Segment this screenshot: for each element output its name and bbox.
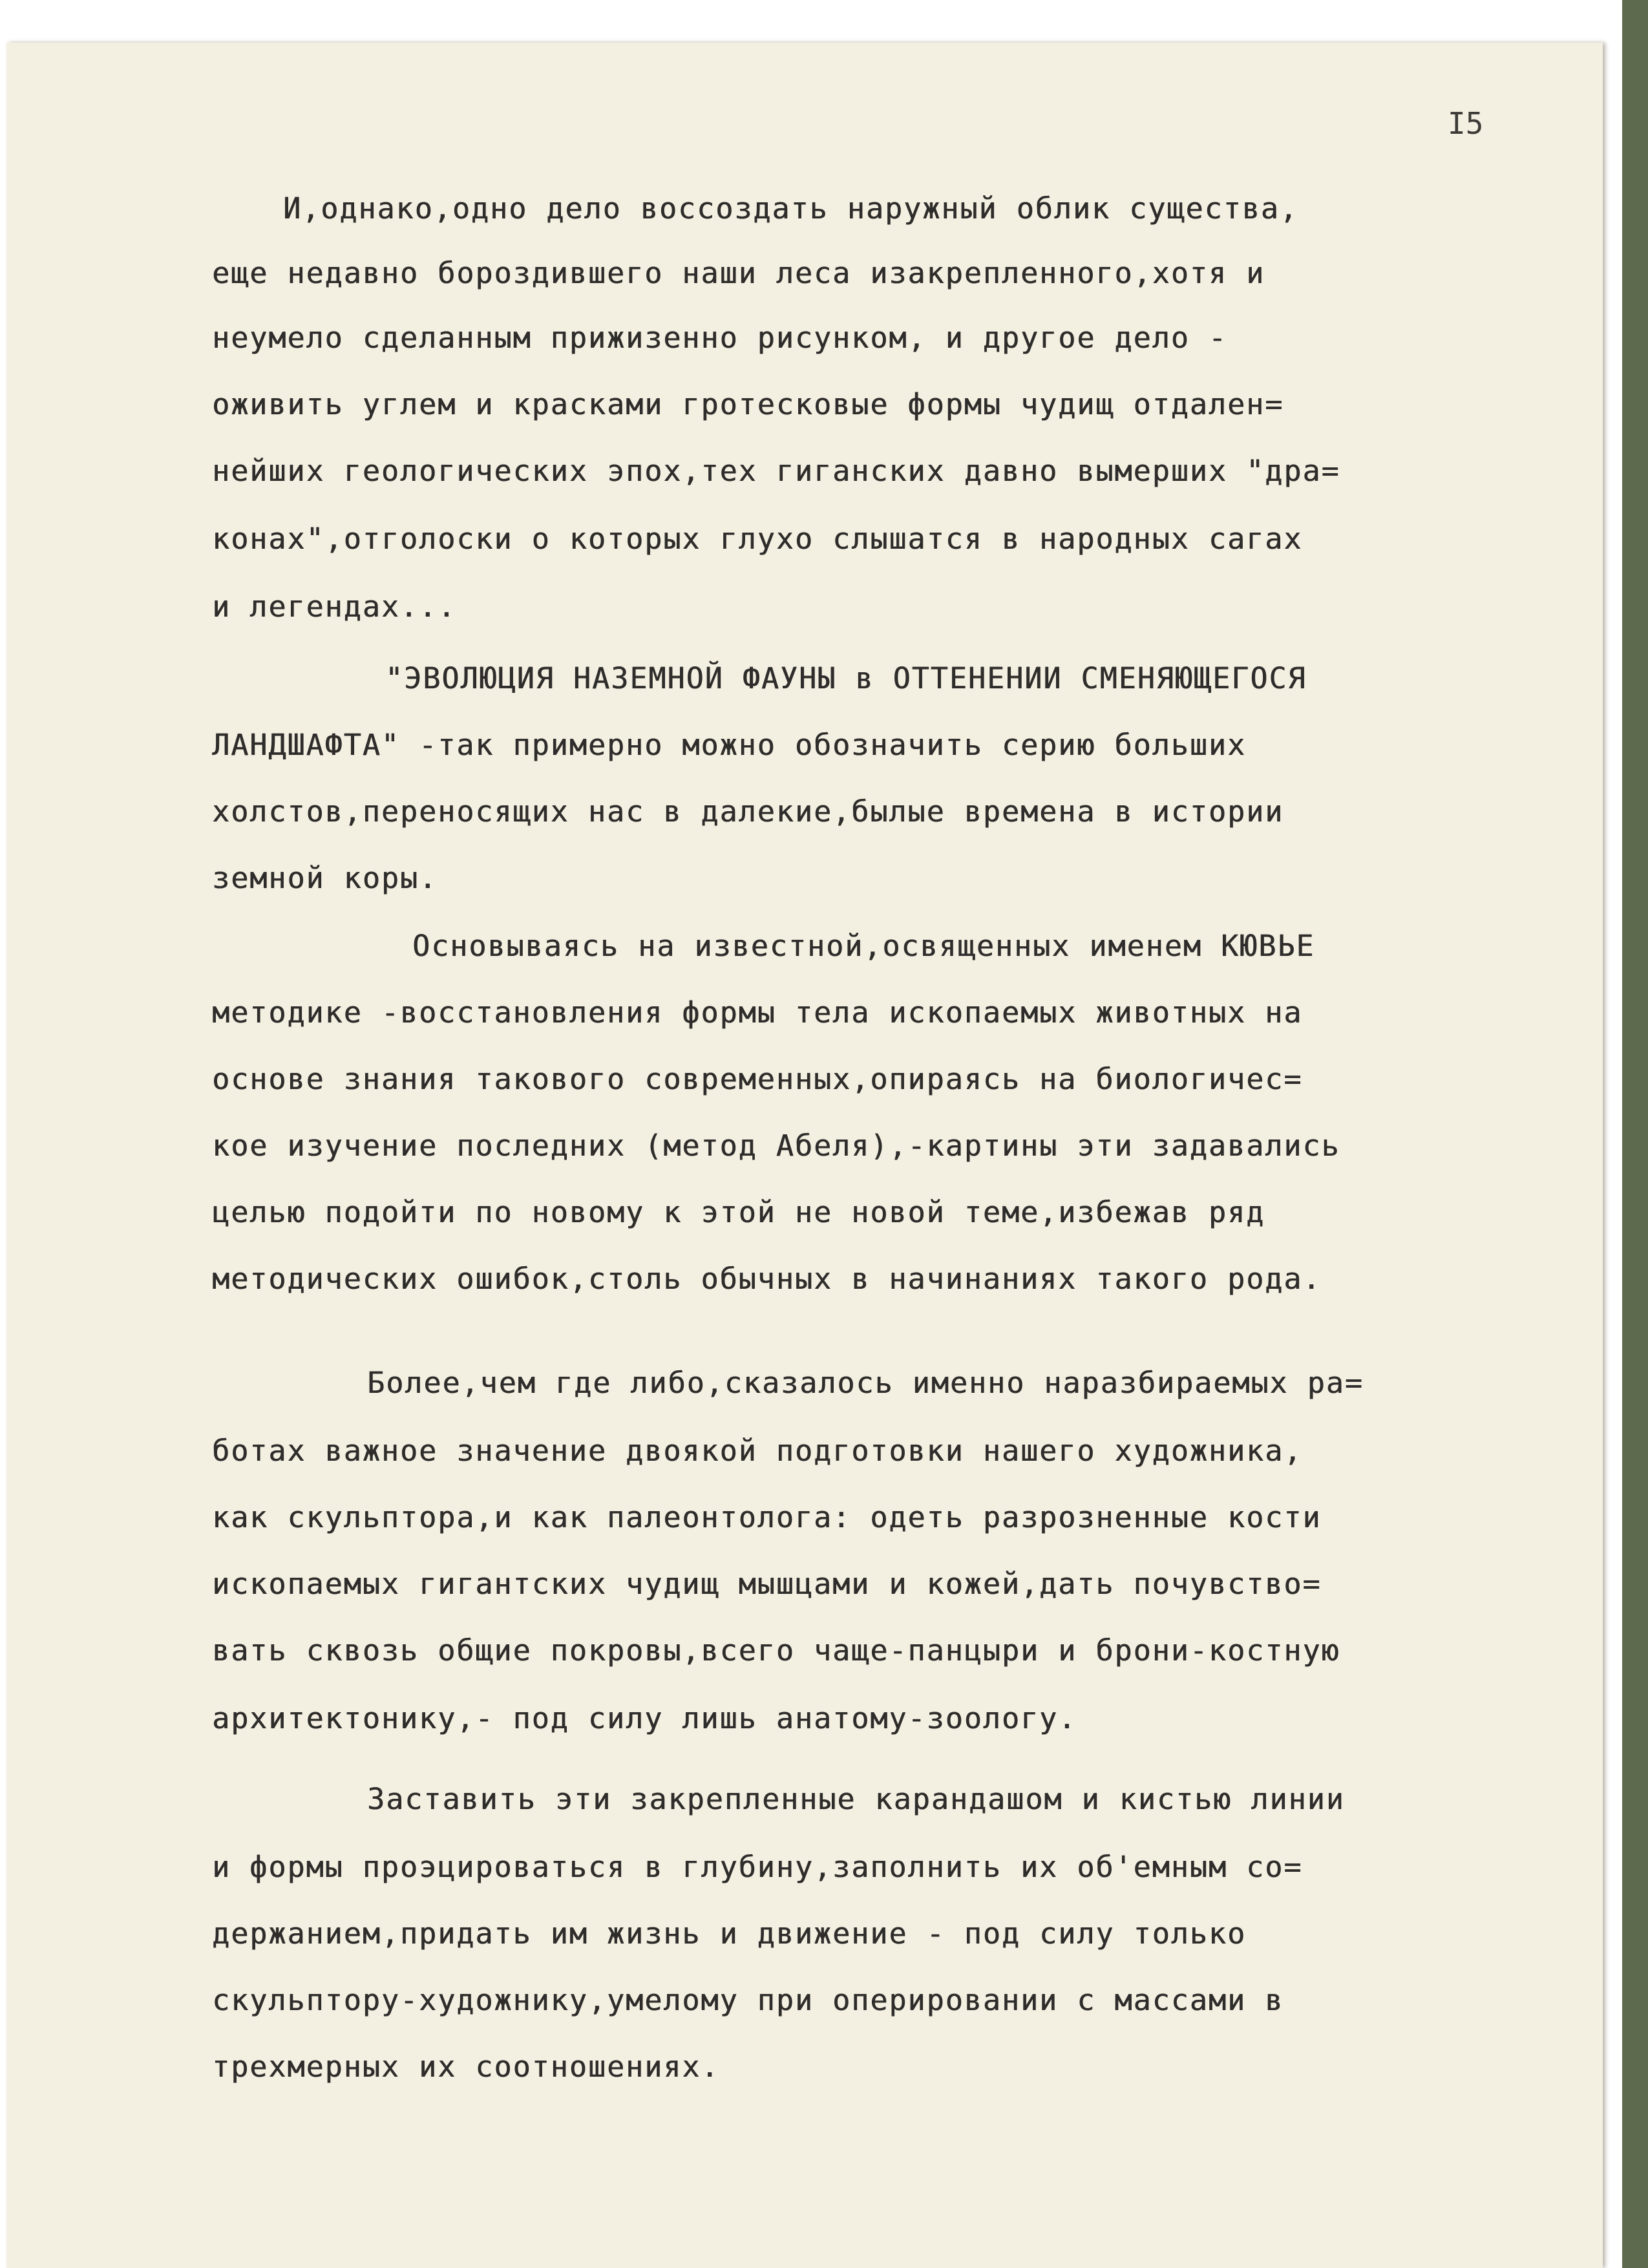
text-line: "ЭВОЛЮЦИЯ НАЗЕМНОЙ ФАУНЫ в ОТТЕНЕНИИ СМЕНЯЮЩЕГОСЯ — [385, 661, 1307, 695]
text-line: Более,чем где либо,сказалось именно наразбираемых ра= — [367, 1366, 1364, 1400]
text-line: холстов,переносящих нас в далекие,былые времена в истории — [212, 794, 1284, 829]
text-line: трехмерных их соотношениях. — [212, 2050, 720, 2084]
text-line: скульптору-художнику,умелому при оперировании с массами в — [212, 1983, 1284, 2017]
text-line: кое изучение последних (метод Абеля),-картины эти задавались — [212, 1129, 1340, 1163]
text-line: целью подойти по новому к этой не новой теме,избежав ряд — [212, 1195, 1265, 1229]
text-line: методических ошибок,столь обычных в начинаниях такого рода. — [212, 1262, 1322, 1296]
text-line: ботах важное значение двоякой подготовки нашего художника, — [212, 1434, 1303, 1468]
text-line: И,однако,одно дело воссоздать наружный облик существа, — [283, 191, 1298, 226]
text-line: ископаемых гигантских чудищ мышцами и кожей,дать почувство= — [212, 1567, 1322, 1601]
text-line: неумело сделанным прижизенно рисунком, и другое дело - — [212, 321, 1227, 355]
text-line: конах",отголоски о которых глухо слышатся в народных сагах — [212, 522, 1303, 556]
text-line: вать сквозь общие покровы,всего чаще-панцыри и брони-костную — [212, 1633, 1340, 1668]
typewritten-page — [6, 43, 1603, 2268]
text-line: как скульптора,и как палеонтолога: одеть разрозненные кости — [212, 1500, 1322, 1534]
text-line: держанием,придать им жизнь и движение - под силу только — [212, 1916, 1247, 1951]
text-line: еще недавно бороздившего наши леса изакрепленного,хотя и — [212, 256, 1265, 290]
text-line: ЛАНДШАФТА" -так примерно можно обозначить серию больших — [212, 728, 1247, 762]
text-line: нейших геологических эпох,тех гиганских давно вымерших "дра= — [212, 454, 1340, 488]
text-line: земной коры. — [212, 861, 438, 895]
text-line: и формы проэцироваться в глубину,заполнить их об'емным со= — [212, 1850, 1303, 1884]
text-line: основе знания такового современных,опираясь на биологичес= — [212, 1062, 1303, 1096]
page-number: I5 — [1448, 106, 1484, 141]
text-line: архитектонику,- под силу лишь анатому-зоологу. — [212, 1701, 1077, 1735]
text-line: и легендах... — [212, 589, 457, 624]
text-line: методике -восстановления формы тела ископаемых животных на — [212, 995, 1303, 1030]
text-line: Заставить эти закрепленные карандашом и кистью линии — [367, 1782, 1345, 1816]
text-line: оживить углем и красками гротесковые формы чудищ отдален= — [212, 387, 1284, 421]
text-line: Основываясь на известной,освященных именем КЮВЬЕ — [412, 929, 1315, 963]
